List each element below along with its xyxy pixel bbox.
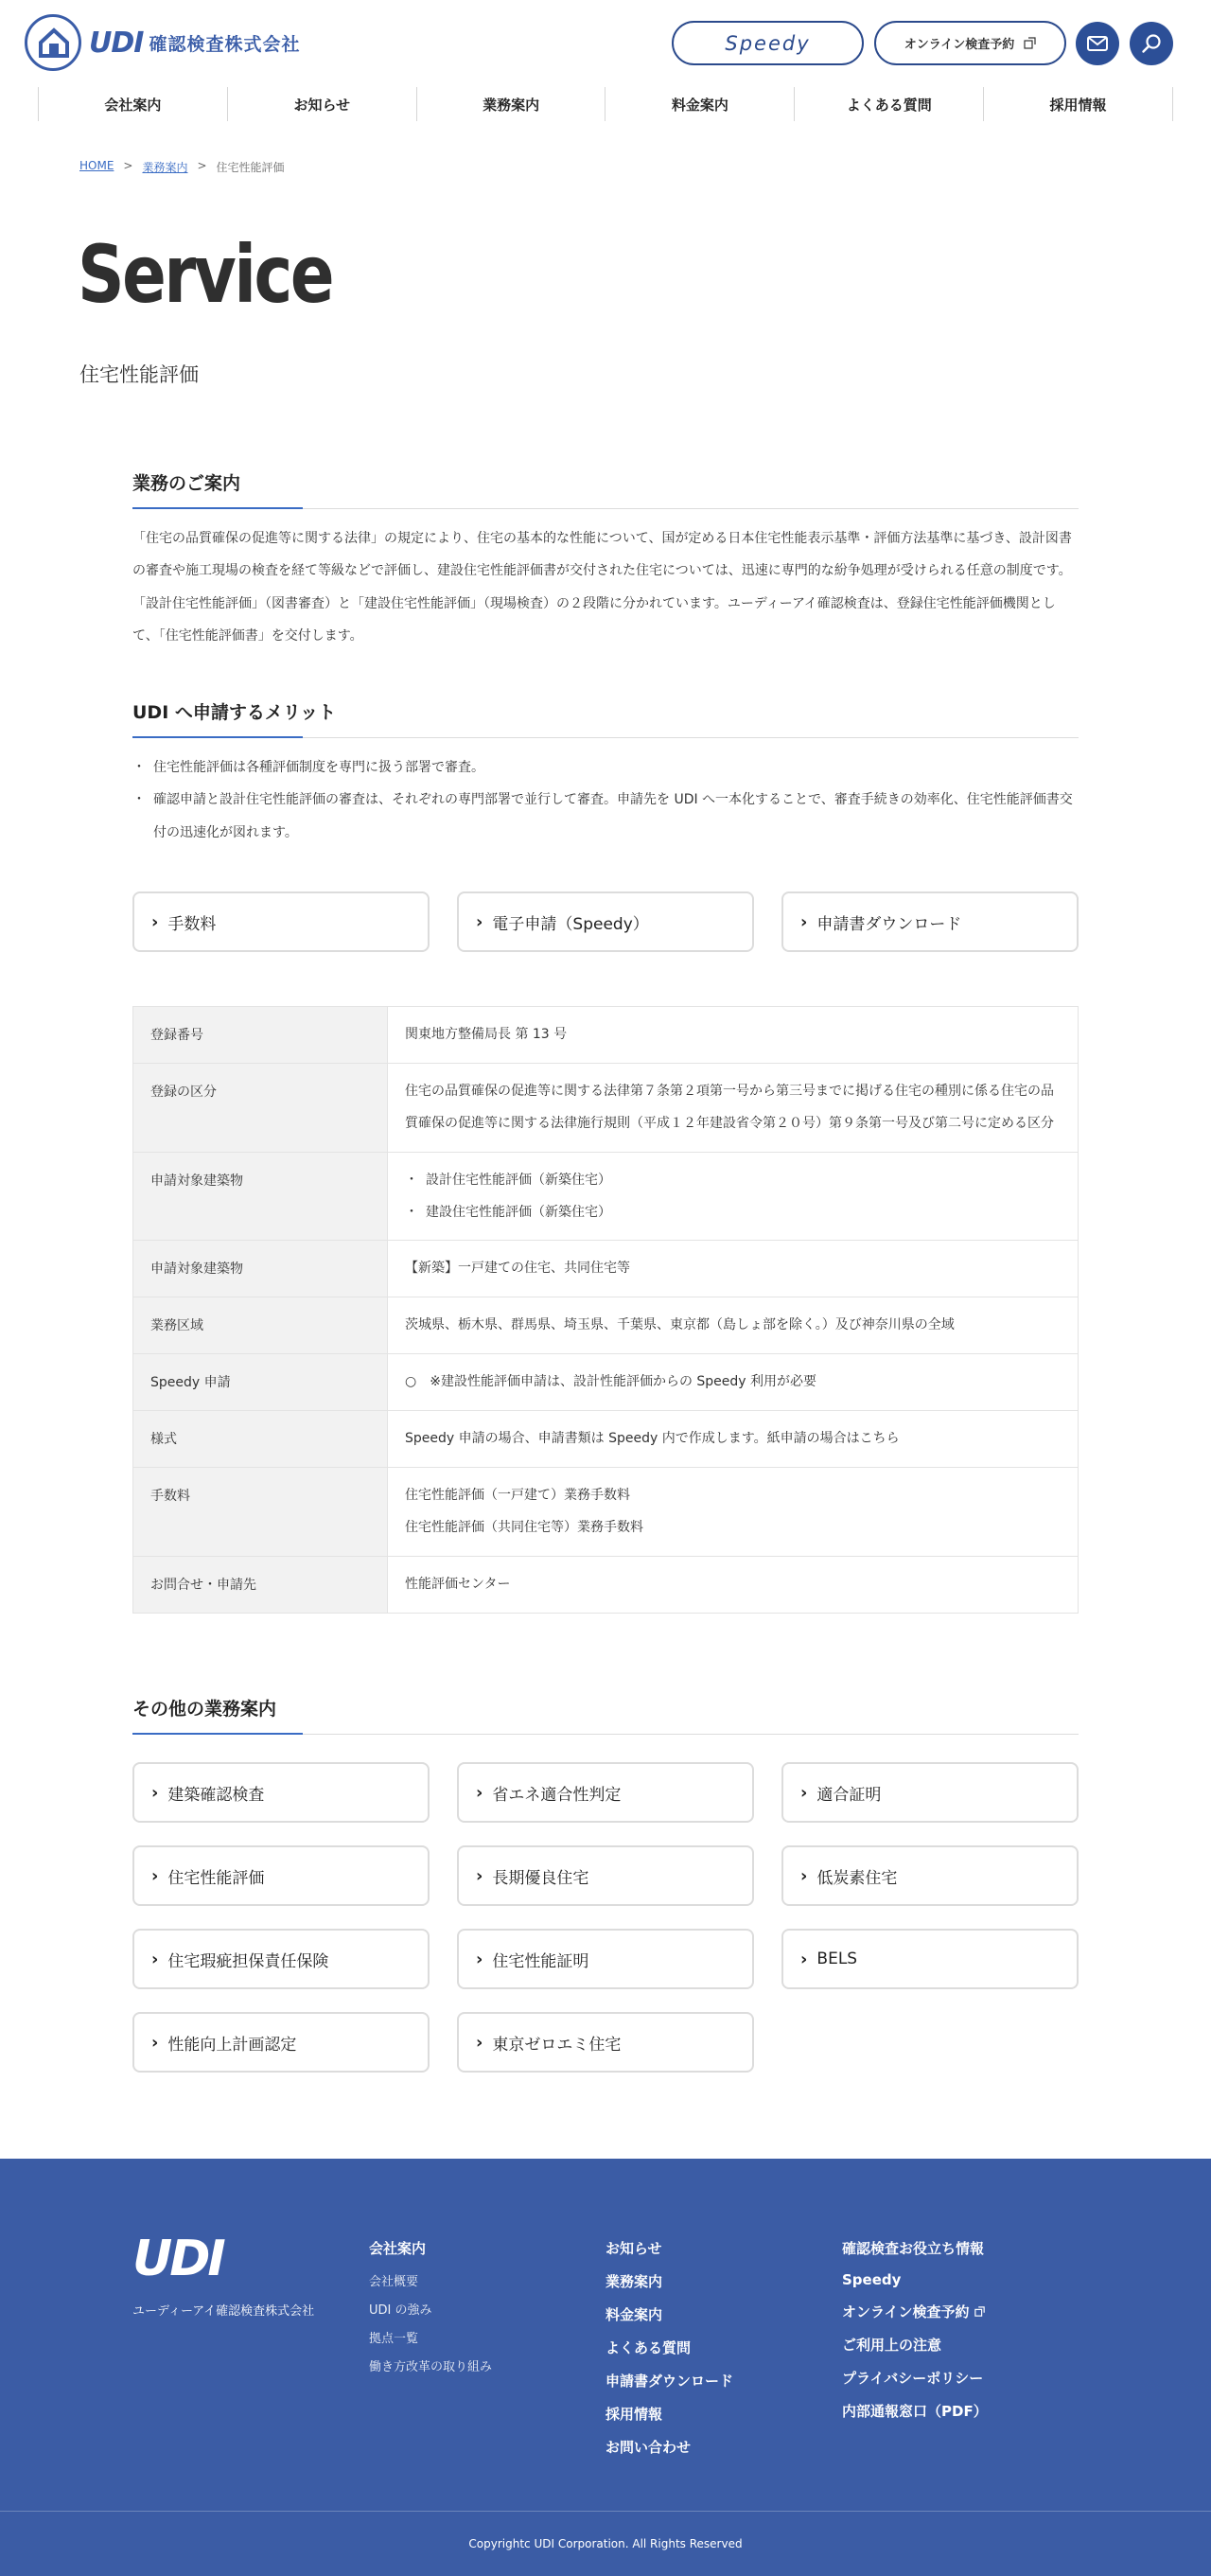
- nav-company[interactable]: 会社案内: [38, 87, 227, 121]
- footer-link[interactable]: UDI の強み: [369, 2303, 432, 2318]
- nav-recruit[interactable]: 採用情報: [983, 87, 1173, 121]
- nav-service[interactable]: 業務案内: [416, 87, 606, 121]
- contact-mail-button[interactable]: [1076, 22, 1119, 65]
- link-label: 建築確認検査: [167, 1785, 265, 1805]
- link-housing-performance[interactable]: [132, 1845, 430, 1906]
- table-header-cell: 業務区域: [133, 1297, 388, 1354]
- table-cell: 茨城県、栃木県、群馬県、埼玉県、千葉県、東京都（島しょ部を除く。）及び神奈川県の全域: [388, 1297, 1079, 1354]
- logo-company-name: 確認検査株式会社: [149, 33, 301, 55]
- chevron-right-icon: ›: [800, 1949, 808, 1969]
- info-table: [132, 1006, 1079, 1614]
- nav-price[interactable]: 料金案内: [605, 87, 794, 121]
- other-services-section: [132, 1695, 1079, 1735]
- footer-link[interactable]: 採用情報: [606, 2406, 663, 2423]
- link-label: 性能向上計画認定: [167, 2035, 297, 2055]
- table-header-cell: 申請対象建築物: [133, 1241, 388, 1297]
- link-energy-conformity[interactable]: [457, 1762, 754, 1823]
- list-item: ・ 住宅性能評価は各種評価制度を専門に扱う部署で審査。: [132, 751, 1079, 784]
- footer-link[interactable]: ご利用上の注意: [842, 2337, 942, 2354]
- link-label: 省エネ適合性判定: [492, 1785, 622, 1805]
- link-low-carbon[interactable]: [781, 1845, 1079, 1906]
- house-logo-icon: [25, 14, 81, 71]
- breadcrumb: [79, 159, 285, 175]
- table-row: [133, 1064, 1079, 1153]
- nav-news[interactable]: お知らせ: [227, 87, 416, 121]
- footer-link-label: オンライン検査予約: [842, 2303, 970, 2320]
- footer-link[interactable]: 拠点一覧: [369, 2332, 419, 2346]
- link-label: 住宅性能評価: [167, 1868, 265, 1888]
- table-cell: [388, 1556, 1079, 1613]
- footer-link[interactable]: お知らせ: [606, 2240, 662, 2257]
- table-row: [133, 1007, 1079, 1064]
- link-conformity-cert[interactable]: [781, 1762, 1079, 1823]
- table-header-cell: Speedy 申請: [133, 1354, 388, 1411]
- footer-link-online-reservation[interactable]: [842, 2302, 988, 2321]
- table-row: [133, 1152, 1079, 1241]
- link-tokyo-zero-emission[interactable]: [457, 2012, 754, 2073]
- table-row: [133, 1241, 1079, 1297]
- table-row: [133, 1411, 1079, 1468]
- list-item: ・ 建設住宅性能評価（新築住宅）: [405, 1196, 1061, 1228]
- chevron-right-icon: ›: [151, 911, 159, 932]
- table-row: [133, 1556, 1079, 1613]
- speedy-button[interactable]: Speedy: [672, 21, 864, 65]
- fee-link-detached[interactable]: 住宅性能評価（一戸建て）業務手数料: [405, 1488, 630, 1504]
- table-cell: 【新築】一戸建ての住宅、共同住宅等: [388, 1241, 1079, 1297]
- external-link-icon: [1024, 37, 1036, 49]
- table-cell[interactable]: Speedy 申請の場合、申請書類は Speedy 内で作成します。紙申請の場合はこちら: [388, 1411, 1079, 1468]
- contact-center-link[interactable]: 性能評価センター: [405, 1576, 511, 1592]
- merit-heading: UDI へ申請するメリット: [132, 698, 1079, 738]
- online-reservation-label: オンライン検査予約: [904, 38, 1015, 52]
- page-subtitle: 住宅性能評価: [79, 363, 199, 386]
- chevron-right-icon: ›: [476, 911, 483, 932]
- link-label: 低炭素住宅: [816, 1868, 898, 1888]
- table-row: [133, 1297, 1079, 1354]
- table-header-cell: 登録の区分: [133, 1064, 388, 1153]
- table-header-cell: お問合せ・申請先: [133, 1556, 388, 1613]
- logo-udi-text: UDI: [89, 26, 144, 60]
- footer-link[interactable]: 申請書ダウンロード: [606, 2373, 734, 2390]
- link-bels[interactable]: [781, 1929, 1079, 1989]
- footer-link[interactable]: 内部通報窓口（PDF）: [842, 2403, 988, 2420]
- footer-link[interactable]: お問い合わせ: [606, 2439, 692, 2456]
- footer-divider: [0, 2511, 1211, 2512]
- link-label: BELS: [816, 1950, 858, 1968]
- link-performance-cert[interactable]: [457, 1929, 754, 1989]
- copyright: Copyrightc UDI Corporation. All Rights Reserved: [468, 2537, 743, 2550]
- table-cell: [388, 1468, 1079, 1557]
- breadcrumb-current: 住宅性能評価: [216, 161, 285, 174]
- search-icon: [1141, 33, 1162, 54]
- table-cell: 関東地方整備局長 第 13 号: [388, 1007, 1079, 1064]
- chevron-right-icon: ›: [151, 1949, 159, 1969]
- footer-link[interactable]: よくある質問: [606, 2339, 692, 2356]
- footer-link[interactable]: 業務案内: [606, 2273, 663, 2290]
- chevron-right-icon: ›: [151, 1782, 159, 1803]
- footer-link[interactable]: 働き方改革の取り組み: [369, 2360, 493, 2374]
- other-services-heading: その他の業務案内: [132, 1695, 1079, 1735]
- info-table-wrap: [132, 1006, 1079, 1614]
- nav-faq[interactable]: よくある質問: [794, 87, 983, 121]
- chevron-right-icon: ›: [476, 1782, 483, 1803]
- breadcrumb-home[interactable]: HOME: [79, 159, 114, 172]
- table-header-cell: 申請対象建築物: [133, 1152, 388, 1241]
- table-cell: [388, 1152, 1079, 1241]
- footer-company-name: ユーディーアイ確認検査株式会社: [132, 2304, 315, 2319]
- footer-link[interactable]: Speedy: [842, 2271, 902, 2288]
- mail-icon: [1087, 36, 1108, 51]
- fee-link-apartment[interactable]: 住宅性能評価（共同住宅等）業務手数料: [405, 1520, 643, 1536]
- breadcrumb-service[interactable]: 業務案内: [142, 161, 188, 174]
- link-defect-insurance[interactable]: [132, 1929, 430, 1989]
- footer-logo[interactable]: UDI: [132, 2231, 223, 2287]
- link-long-term-housing[interactable]: [457, 1845, 754, 1906]
- table-header-cell: 登録番号: [133, 1007, 388, 1064]
- chevron-right-icon: ›: [151, 1865, 159, 1886]
- footer-col-info: [842, 2238, 988, 2434]
- footer-link[interactable]: 料金案内: [606, 2306, 663, 2323]
- page-title: Service: [78, 228, 333, 321]
- site-logo[interactable]: [25, 14, 300, 71]
- intro-heading: 業務のご案内: [132, 469, 1079, 509]
- link-fee[interactable]: [132, 891, 430, 952]
- table-row: [133, 1354, 1079, 1411]
- link-speedy[interactable]: [457, 891, 754, 952]
- link-label: 東京ゼロエミ住宅: [492, 2035, 622, 2055]
- chevron-right-icon: ›: [151, 2032, 159, 2053]
- table-cell: ○ ※建設性能評価申請は、設計性能評価からの Speedy 利用が必要: [388, 1354, 1079, 1411]
- chevron-right-icon: ›: [800, 1782, 808, 1803]
- target-list: [405, 1164, 1061, 1229]
- footer-link[interactable]: 確認検査お役立ち情報: [842, 2240, 985, 2257]
- footer-link[interactable]: プライバシーポリシー: [842, 2370, 984, 2387]
- table-header-cell: 手数料: [133, 1468, 388, 1557]
- search-button[interactable]: [1130, 22, 1173, 65]
- link-label: 手数料: [167, 914, 217, 934]
- footer-col-company: [369, 2238, 492, 2385]
- link-label: 適合証明: [816, 1785, 882, 1805]
- link-label: 電子申請（Speedy）: [492, 914, 649, 934]
- link-label: 申請書ダウンロード: [816, 914, 962, 934]
- footer-link[interactable]: 会社概要: [369, 2275, 419, 2289]
- table-cell: 住宅の品質確保の促進等に関する法律第７条第２項第一号から第三号までに掲げる住宅の種別に係る住宅の品質確保の促進等に関する法律施行規則（平成１２年建設省令第２０号）第９条第一号及び第二号に定める区分: [388, 1064, 1079, 1153]
- merit-list: [132, 751, 1079, 849]
- chevron-right-icon: ›: [476, 2032, 483, 2053]
- link-label: 住宅瑕疵担保責任保険: [167, 1951, 329, 1971]
- list-item: ・ 設計住宅性能評価（新築住宅）: [405, 1164, 1061, 1196]
- breadcrumb-separator: >: [197, 159, 207, 172]
- list-item: ・ 確認申請と設計住宅性能評価の審査は、それぞれの専門部署で並行して審査。申請先を UDI へ一本化することで、審査手続きの効率化、住宅性能評価書交付の迅速化が図れます。: [132, 784, 1079, 849]
- footer-link-company[interactable]: 会社案内: [369, 2240, 427, 2257]
- site-header: [0, 0, 1211, 85]
- global-nav: [38, 87, 1173, 121]
- chevron-right-icon: ›: [476, 1865, 483, 1886]
- link-label: 住宅性能証明: [492, 1951, 589, 1971]
- external-link-icon: [974, 2306, 985, 2317]
- footer-col-main: [606, 2238, 733, 2470]
- link-building-confirmation[interactable]: [132, 1762, 430, 1823]
- chevron-right-icon: ›: [800, 1865, 808, 1886]
- quick-links: [132, 891, 1079, 952]
- other-services-grid: [132, 1762, 1079, 2073]
- chevron-right-icon: ›: [476, 1949, 483, 1969]
- table-header-cell: 様式: [133, 1411, 388, 1468]
- link-download[interactable]: [781, 891, 1079, 952]
- intro-section: [132, 469, 1079, 652]
- merit-section: [132, 698, 1079, 849]
- site-footer: [0, 2159, 1211, 2576]
- link-label: 長期優良住宅: [492, 1868, 589, 1888]
- table-row: [133, 1468, 1079, 1557]
- link-improvement-plan[interactable]: [132, 2012, 430, 2073]
- breadcrumb-separator: >: [123, 159, 133, 172]
- intro-body: 「住宅の品質確保の促進等に関する法律」の規定により、住宅の基本的な性能について、国が定める日本住宅性能表示基準・評価方法基準に基づき、設計図書の審査や施工現場の検査を経て等級などで評価し、建設住宅性能評価書が交付された住宅については、迅速に専門的な紛争処理が受けられる任意の制度です。「設計住宅性能評価」（図書審査）と「建設住宅性能評価」（現場検査）の２段階に分かれています。ユーディーアイ確認検査は、登録住宅性能評価機関として、「住宅性能評価書」を交付します。: [132, 531, 1072, 644]
- chevron-right-icon: ›: [800, 911, 808, 932]
- online-reservation-button[interactable]: [874, 21, 1066, 65]
